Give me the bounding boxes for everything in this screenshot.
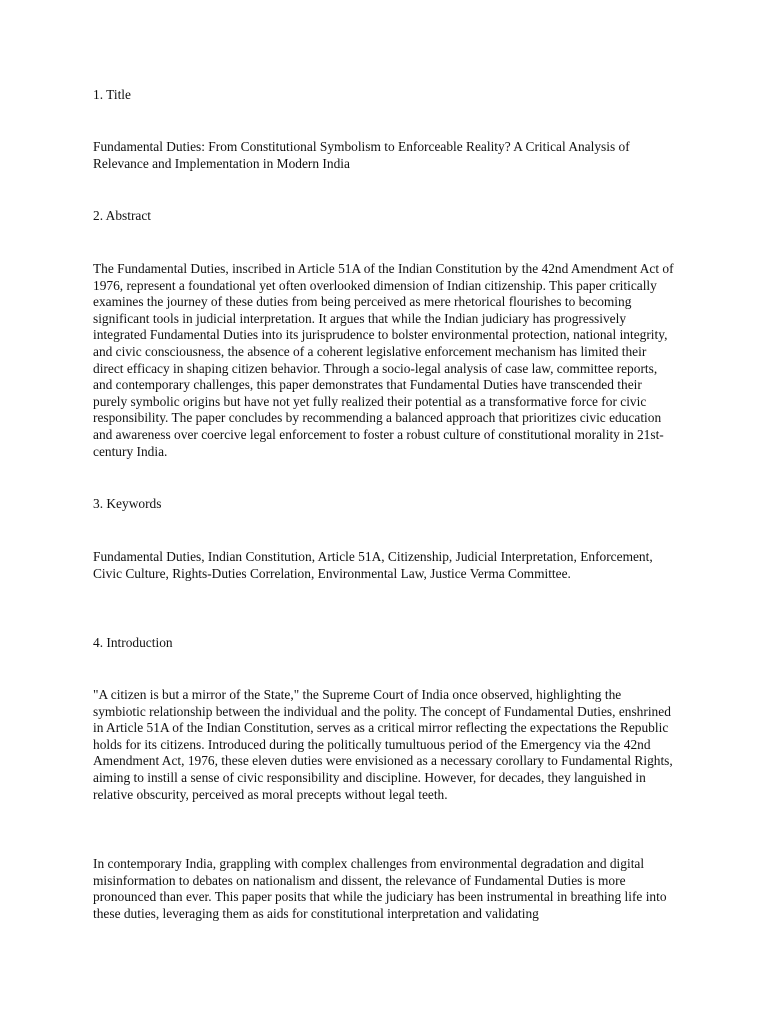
keywords-paragraph: Fundamental Duties, Indian Constitution, Article 51A, Citizenship, Judicial Interpretation, Enforcement, Civic Culture, Rights-Duties Correlation, Environmental Law, Justice Verma Committee. (93, 549, 653, 581)
introduction-paragraph-2: In contemporary India, grappling with complex challenges from environmental degradation and digital misinformation to debates on nationalism and dissent, the relevance of Fundamental Duties is more pronounced than ever. This paper posits that while the judiciary has been instrumental in breathing life into these duties, leveraging them as aids for constitutional interpretation and validating (93, 856, 667, 921)
section-heading-keywords: 3. Keywords (93, 496, 162, 511)
paper-title: Fundamental Duties: From Constitutional Symbolism to Enforceable Reality? A Critical Analysis of Relevance and Implementation in Modern India (93, 139, 630, 171)
introduction-paragraph-1: "A citizen is but a mirror of the State," the Supreme Court of India once observed, highlighting the symbiotic relationship between the individual and the polity. The concept of Fundamental Duties, enshrined in Article 51A of the Indian Constitution, serves as a critical mirror reflecting the expectations the Republic holds for its citizens. Introduced during the politically tumultuous period of the Emergency via the 42nd Amendment Act, 1976, these eleven duties were envisioned as a necessary corollary to Fundamental Rights, aiming to instill a sense of civic responsibility and discipline. However, for decades, they languished in relative obscurity, perceived as moral precepts without legal teeth. (93, 687, 673, 802)
section-heading-title: 1. Title (93, 87, 131, 102)
abstract-paragraph: The Fundamental Duties, inscribed in Article 51A of the Indian Constitution by the 42nd Amendment Act of 1976, represent a foundational yet often overlooked dimension of Indian citizenship. This paper critically examines the journey of these duties from being perceived as mere rhetorical flourishes to becoming significant tools in judicial interpretation. It argues that while the Indian judiciary has progressively integrated Fundamental Duties into its jurisprudence to bolster environmental protection, national integrity, and civic consciousness, the absence of a coherent legislative enforcement mechanism has limited their direct efficacy in shaping citizen behavior. Through a socio-legal analysis of case law, committee reports, and contemporary challenges, this paper demonstrates that Fundamental Duties have transcended their purely symbolic origins but have not yet fully realized their potential as a transformative force for civic responsibility. The paper concludes by recommending a balanced approach that prioritizes civic education and awareness over coercive legal enforcement to foster a robust culture of constitutional morality in 21st-century India. (93, 261, 674, 459)
section-heading-abstract: 2. Abstract (93, 208, 152, 223)
section-heading-introduction: 4. Introduction (93, 635, 173, 650)
